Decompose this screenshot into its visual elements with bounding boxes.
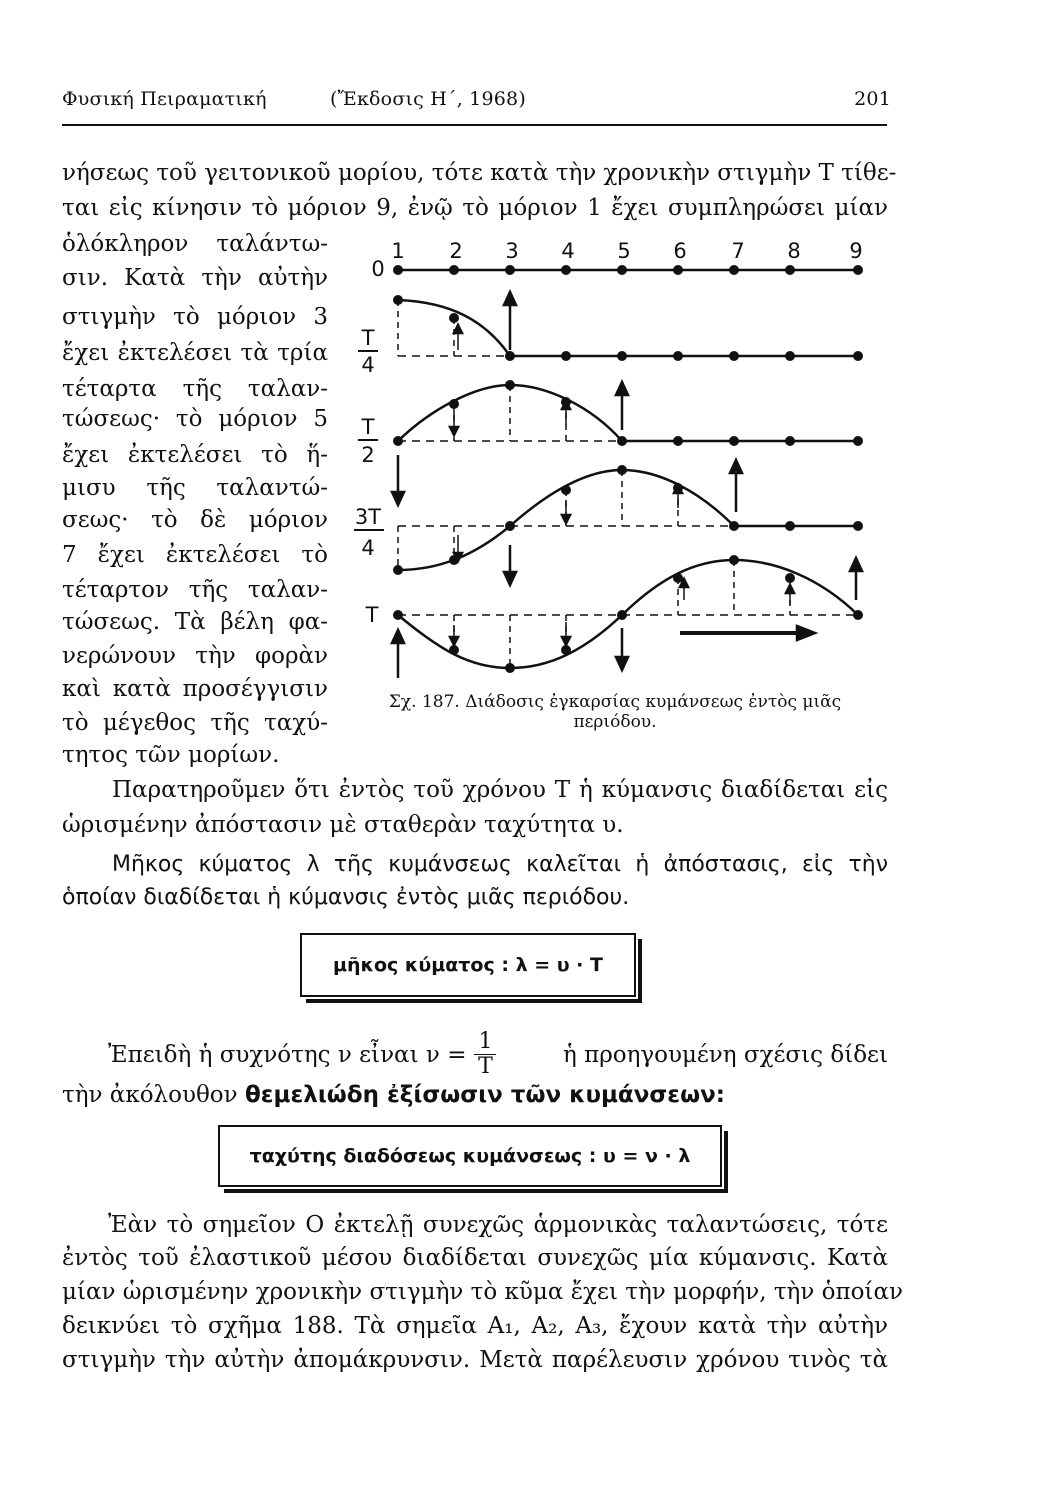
para4-plain: τὴν ἀκόλουθον xyxy=(62,1082,238,1108)
row-label-quarter-num: T xyxy=(361,326,375,350)
edition-note: (Ἔκδοσις Η΄, 1968) xyxy=(330,88,526,110)
fundamental-equation-heading: θεμελιώδη ἐξίσωσιν τῶν κυμάνσεων: xyxy=(244,1082,725,1108)
side-line: μισυ τῆς ταλαντώ- xyxy=(62,475,328,501)
header-rule xyxy=(62,124,887,126)
side-line: καὶ κατὰ προσέγγισιν xyxy=(62,676,328,702)
side-line: τέταρτα τῆς ταλαν- xyxy=(62,376,328,402)
row-labels xyxy=(354,326,384,627)
text-line: ὡρισμένην ἀπόστασιν μὲ σταθερὰν ταχύτητα υ. xyxy=(62,812,624,838)
wavelength-formula: μῆκος κύματος : λ = υ · Τ xyxy=(333,954,603,976)
row-label-quarter-den: 4 xyxy=(361,353,375,377)
row-label-three-quarter-num: 3T xyxy=(354,505,382,529)
text-line: ἐντὸς τοῦ ἐλαστικοῦ μέσου διαδίδεται συνεχῶς μία κύμανσις. Κατὰ xyxy=(62,1245,888,1271)
page-number: 201 xyxy=(854,88,891,110)
wave-speed-formula: ταχύτης διαδόσεως κυμάνσεως : υ = ν · λ xyxy=(249,1145,691,1167)
running-header xyxy=(62,88,889,118)
side-line: ἔχει ἐκτελέσει τὰ τρία xyxy=(62,340,328,366)
particle-label: 9 xyxy=(849,239,863,263)
text-line: ται εἰς κίνησιν τὸ μόριον 9, ἐνῷ τὸ μόριον 1 ἔχει συμπληρώσει μίαν xyxy=(62,195,888,221)
text-line: Ἐὰν τὸ σημεῖον Ο ἐκτελῇ συνεχῶς ἁρμονικὰς ταλαντώσεις, τότε xyxy=(108,1212,888,1238)
side-line: νερώνουν τὴν φορὰν xyxy=(62,643,328,669)
text-line: Παρατηροῦμεν ὅτι ἐντὸς τοῦ χρόνου Τ ἡ κύμανσις διαδίδεται εἰς xyxy=(112,777,888,803)
particle-label: 5 xyxy=(617,239,631,263)
particle-label: 7 xyxy=(731,239,745,263)
row-label-half-num: T xyxy=(361,415,375,439)
text-line: μίαν ὡρισμένην χρονικὴν στιγμὴν τὸ κῦμα ἔχει τὴν μορφήν, τὴν ὁποίαν xyxy=(62,1279,903,1305)
figure-caption xyxy=(340,692,890,732)
equation-suffix: ἡ προηγουμένη σχέσις δίδει xyxy=(563,1041,888,1068)
particle-label: 0 xyxy=(371,257,385,281)
velocity-arrows xyxy=(392,292,862,678)
particle-label: 1 xyxy=(391,239,405,263)
book-title: Φυσική Πειραματική xyxy=(62,88,267,110)
side-line: σεως· τὸ δὲ μόριον xyxy=(62,507,328,533)
caption-line: Σχ. 187. Διάδοσις ἐγκαρσίας κυμάνσεως ἐντὸς μιᾶς xyxy=(388,692,842,712)
wave-speed-formula-box xyxy=(218,1125,722,1187)
text-line: δεικνύει τὸ σχῆμα 188. Τὰ σημεῖα Α₁, Α₂, Α₃, ἔχουν κατὰ τὴν αὐτὴν xyxy=(62,1313,888,1339)
side-line: ἔχει ἐκτελέσει τὸ ἥ- xyxy=(62,442,328,468)
particle-label: 3 xyxy=(505,239,519,263)
side-line: τώσεως. Τὰ βέλη φα- xyxy=(62,609,328,635)
particle-label: 2 xyxy=(449,239,463,263)
text-line: νήσεως τοῦ γειτονικοῦ μορίου, τότε κατὰ τὴν χρονικὴν στιγμὴν Τ τίθε- xyxy=(62,160,897,186)
row-label-half-den: 2 xyxy=(361,443,375,467)
fraction-denominator: Τ xyxy=(478,1054,493,1079)
equation-prefix: Ἐπειδὴ ἡ συχνότης ν εἶναι ν = xyxy=(108,1041,467,1068)
row-label-full: T xyxy=(365,603,379,627)
caption-line: περιόδου. xyxy=(573,712,657,732)
particle-label: 8 xyxy=(787,239,801,263)
frequency-equation-line xyxy=(108,1030,888,1079)
side-line: τὸ μέγεθος τῆς ταχύ- xyxy=(62,710,328,736)
particle-label: 4 xyxy=(561,239,575,263)
fraction xyxy=(474,1030,496,1079)
text-line: Μῆκος κύματος λ τῆς κυμάνσεως καλεῖται ἡ ἀπόστασις, εἰς τὴν xyxy=(112,852,888,877)
particle-label: 6 xyxy=(673,239,687,263)
side-line: 7 ἔχει ἐκτελέσει τὸ xyxy=(62,542,328,568)
row-label-three-quarter-den: 4 xyxy=(361,536,375,560)
fraction-numerator: 1 xyxy=(474,1030,496,1055)
side-line: σιν. Κατὰ τὴν αὐτὴν xyxy=(62,265,328,291)
text-line: ὁποίαν διαδίδεται ἡ κύμανσις ἐντὸς μιᾶς περιόδου. xyxy=(62,885,630,910)
wave-propagation-figure xyxy=(330,236,890,706)
side-line: τώσεως· τὸ μόριον 5 xyxy=(62,406,328,432)
wave-row1 xyxy=(398,300,510,356)
side-line: τητος τῶν μορίων. xyxy=(62,742,280,768)
side-line: τέταρτον τῆς ταλαν- xyxy=(62,577,328,603)
text-line: στιγμὴν τὴν αὐτὴν ἀπομάκρυνσιν. Μετὰ παρέλευσιν χρόνου τινὸς τὰ xyxy=(62,1347,888,1373)
side-line: στιγμὴν τὸ μόριον 3 xyxy=(62,304,328,330)
side-line: ὁλόκληρον ταλάντω- xyxy=(62,231,328,257)
wavelength-formula-box xyxy=(300,933,636,997)
text-line xyxy=(62,1080,725,1110)
